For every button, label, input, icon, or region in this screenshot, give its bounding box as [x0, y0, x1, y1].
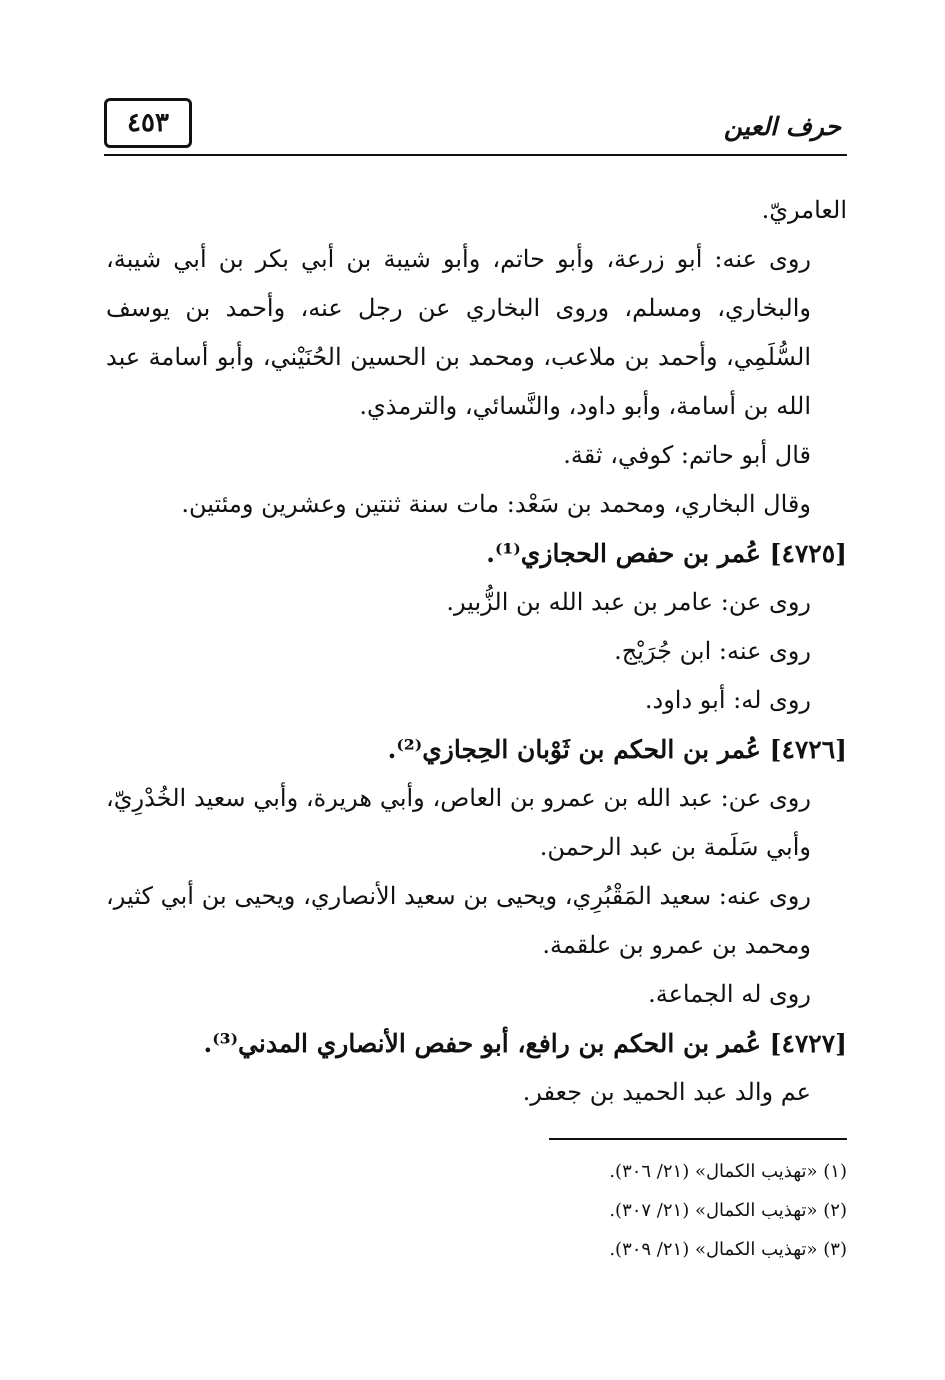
entry-title-4725: [٤٧٢٥] عُمر بن حفص الحجازي⁽¹⁾.: [486, 539, 847, 568]
page-number: [104, 98, 192, 148]
paragraph-narrators-from: روى عنه: أبو زرعة، وأبو حاتم، وأبو شيبة بن أبي بكر بن أبي شيبة، والبخاري، ومسلم، وروى البخاري عن رجل عنه، وأحمد بن يوسف السُّلَمِي، وأحمد بن ملاعب، ومحمد بن الحسين الحُنَيْني، وأبو أسامة عبد الله بن أسامة، وأبو داود، والنَّسائي، والترمذي.: [106, 245, 811, 420]
running-title: حرف العين: [723, 112, 841, 141]
main-text: [106, 186, 847, 1117]
footnote-2: (٢) «تهذيب الكمال» (٢١/ ٣٠٧).: [609, 1200, 847, 1221]
text-line: العامريّ.: [761, 196, 847, 224]
entry-4725-line: روى له: أبو داود.: [644, 686, 811, 714]
paragraph-abu-hatim: قال أبو حاتم: كوفي، ثقة.: [563, 441, 811, 469]
footnote-divider: [549, 1138, 847, 1140]
entry-4725-line: روى عن: عامر بن عبد الله بن الزُّبير.: [446, 588, 811, 616]
footnotes: [347, 1152, 847, 1269]
entry-4727-line: عم والد عبد الحميد بن جعفر.: [522, 1078, 811, 1106]
entry-4726-line: روى عن: عبد الله بن عمرو بن العاص، وأبي هريرة، وأبي سعيد الخُدْرِيّ، وأبي سَلَمة بن عبد الرحمن.: [106, 784, 811, 861]
entry-4726-line: روى عنه: سعيد المَقْبُرِي، ويحيى بن سعيد الأنصاري، ويحيى بن أبي كثير، ومحمد بن عمرو بن علقمة.: [106, 882, 811, 959]
page-number-text: ٤٥٣: [127, 108, 169, 138]
paragraph-death-date: وقال البخاري، ومحمد بن سَعْد: مات سنة ثنتين وعشرين ومئتين.: [181, 490, 811, 518]
entry-title-4727: [٤٧٢٧] عُمر بن الحكم بن رافع، أبو حفص الأنصاري المدني⁽³⁾.: [203, 1029, 847, 1058]
header-divider: [104, 154, 847, 156]
footnote-1: (١) «تهذيب الكمال» (٢١/ ٣٠٦).: [609, 1161, 847, 1182]
entry-4725-line: روى عنه: ابن جُرَيْج.: [614, 637, 811, 665]
entry-4726-line: روى له الجماعة.: [648, 980, 811, 1008]
entry-title-4726: [٤٧٢٦] عُمر بن الحكم بن ثَوْبان الحِجازي⁽²⁾.: [387, 735, 847, 764]
footnote-3: (٣) «تهذيب الكمال» (٢١/ ٣٠٩).: [609, 1239, 847, 1260]
